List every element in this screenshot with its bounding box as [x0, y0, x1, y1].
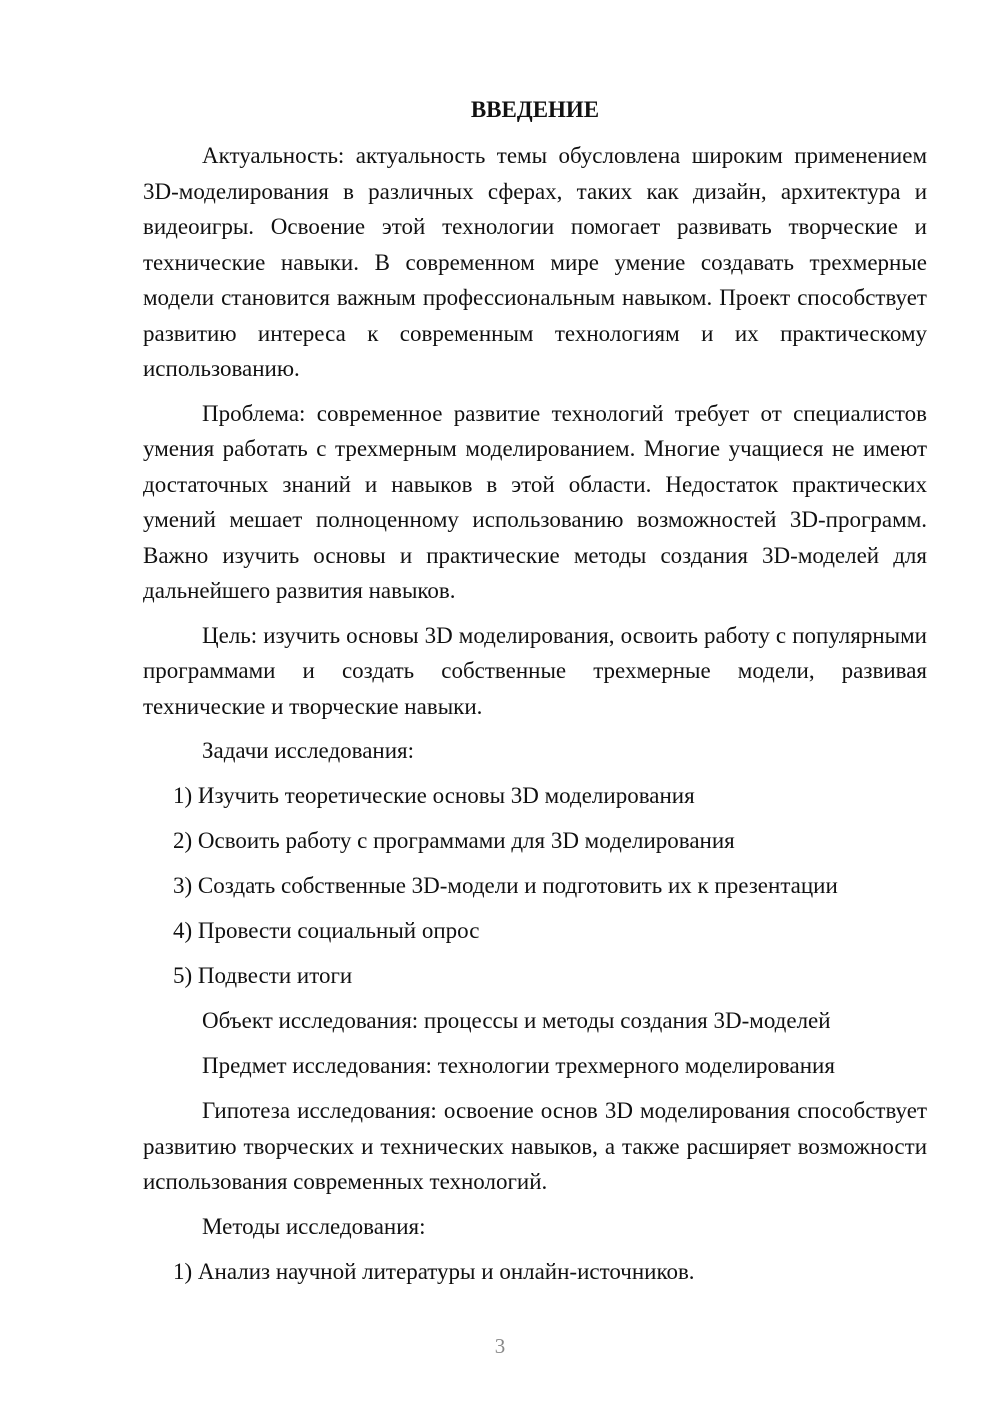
goal-paragraph: Цель: изучить основы 3D моделирования, освоить работу с популярными программами и создать собственные трехмерные модели, развивая технические и творческие навыки.: [143, 622, 927, 719]
tasks-list: [143, 778, 927, 994]
task-item: 4) Провести социальный опрос: [173, 918, 480, 943]
task-item: 2) Освоить работу с программами для 3D моделирования: [173, 828, 735, 853]
hypothesis-paragraph: Гипотеза исследования: освоение основ 3D моделирования способствует развитию творческих и технических навыков, а также расширяет возможности использования современных технологий.: [143, 1098, 927, 1194]
tasks-heading: Задачи исследования:: [202, 738, 415, 763]
research-object: Объект исследования: процессы и методы создания 3D-моделей: [202, 1008, 831, 1033]
problem-paragraph: Проблема: современное развитие технологий требует от специалистов умения работать с трехмерным моделированием. Многие учащиеся не имеют достаточных знаний и навыков в этой области. Недостаток практических умений мешает полноценному использованию возможностей 3D-программ. Важно изучить основы и практические методы создания 3D-моделей для дальнейшего развития навыков.: [143, 400, 927, 603]
task-item: 5) Подвести итоги: [173, 963, 353, 988]
methods-heading: Методы исследования:: [202, 1213, 426, 1239]
section-title: ВВЕДЕНИЕ: [470, 97, 600, 122]
task-item: 3) Создать собственные 3D-модели и подготовить их к презентации: [173, 873, 838, 898]
research-subject: Предмет исследования: технологии трехмерного моделирования: [202, 1053, 835, 1078]
relevance-paragraph: Актуальность: актуальность темы обусловлена широким применением 3D-моделирования в различных сферах, таких как дизайн, архитектура и видеоигры. Освоение этой технологии помогает развивать творческие и технические навыки. В современном мире умение создавать трехмерные модели становится важным профессиональным навыком. Проект способствует развитию интереса к современным технологиям и их практическому использованию.: [143, 143, 927, 381]
methods-list: [143, 1254, 927, 1290]
page-number: 3: [494, 1334, 506, 1358]
document-page: [143, 96, 927, 1346]
task-item: 1) Изучить теоретические основы 3D моделирования: [173, 783, 695, 808]
method-item: 1) Анализ научной литературы и онлайн-источников.: [173, 1258, 695, 1284]
